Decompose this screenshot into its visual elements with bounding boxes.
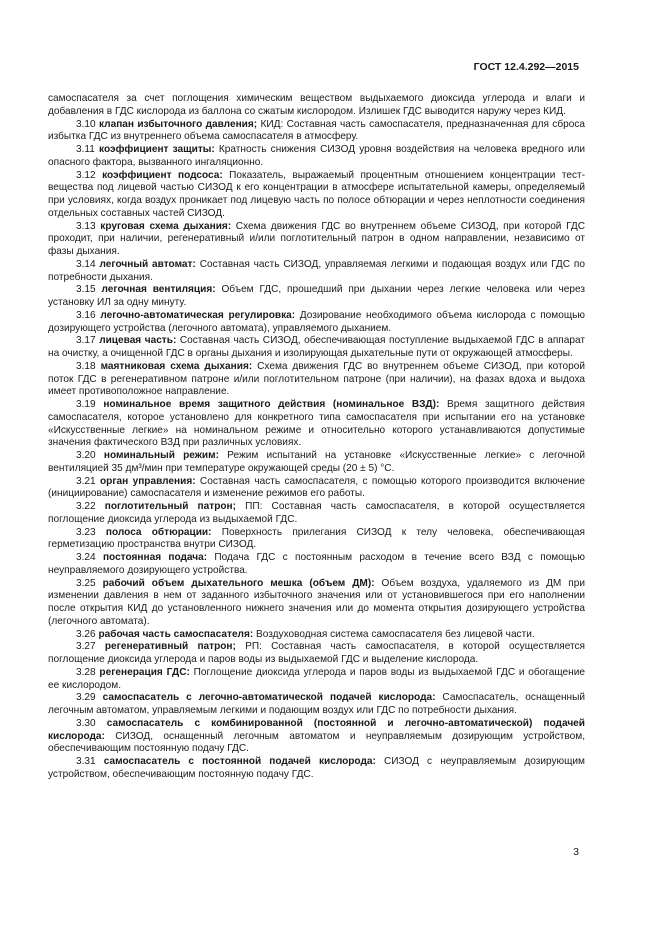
definition-item — [48, 641, 585, 667]
definition-number: 3.26 — [76, 628, 96, 640]
definition-text: Подача ГДС с постоянным расходом в течение всего ВЗД с помощью неуправляемого дозирующего устройства. — [48, 552, 585, 576]
definition-text: Режим испытаний на установке «Искусственные легкие» с легочной вентиляцией 35 дм³/мин при температуре окружающей среды (20 ± 5) °С. — [48, 450, 585, 474]
definition-text: Кратность снижения СИЗОД уровня воздействия на человека вредного или опасного фактора, вызванного ингаляционно. — [48, 144, 585, 168]
definition-number: 3.18 — [76, 360, 96, 372]
definition-item — [48, 718, 585, 756]
definition-item — [48, 335, 585, 361]
standard-number: ГОСТ 12.4.292—2015 — [473, 61, 579, 73]
definition-item — [48, 221, 585, 259]
definition-text: СИЗОД, оснащенный легочным автоматом и неуправляемым дозирующим устройством, обеспечивающим постоянную подачу ГДС. — [48, 730, 585, 755]
definition-item — [48, 259, 585, 285]
definition-term: коэффициент подсоса: — [102, 169, 223, 181]
definition-number: 3.19 — [76, 399, 96, 410]
definition-number: 3.31 — [76, 756, 96, 767]
definition-number: 3.17 — [76, 335, 96, 347]
definition-term: круговая схема дыхания: — [100, 220, 232, 232]
definition-number: 3.15 — [76, 284, 96, 296]
definition-term: постоянная подача: — [102, 552, 208, 563]
definition-number: 3.21 — [76, 475, 96, 487]
definition-number: 3.29 — [76, 692, 96, 704]
definition-text: Поглощение диоксида углерода и паров воды из выдыхаемой ГДС и обогащение ее кислородом. — [48, 666, 585, 691]
definition-item — [48, 629, 585, 642]
definition-term: самоспасатель с легочно-автоматической подачей кислорода: — [102, 692, 436, 704]
definition-number: 3.23 — [76, 526, 96, 538]
definition-item — [48, 667, 585, 693]
definition-text: КИД: Составная часть самоспасателя, предназначенная для сброса избытка ГДС из внутреннего объема самоспасателя в атмосферу. — [48, 118, 585, 143]
definition-text: Время защитного действия самоспасателя, которое установлено для конкретного типа самоспасателя при испытании его на установке «Искусственные легкие» на номинальном режиме и относительно которого устанавливаются допустимые значения фактического ВЗД при различных условиях. — [48, 399, 585, 449]
definition-number: 3.30 — [76, 717, 96, 729]
definition-text: ПП: Составная часть самоспасателя, в которой осуществляется поглощение диоксида углерода из выдыхаемой ГДС. — [48, 501, 585, 525]
definition-item — [48, 476, 585, 502]
intro-paragraph: самоспасателя за счет поглощения химическим веществом выдыхаемого диоксида углерода и влаги и добавления в ГДС кислорода из баллона со сжатым кислородом. Излишек ГДС выводится наружу через КИД. — [48, 93, 585, 117]
definition-number: 3.24 — [76, 552, 96, 563]
definition-item — [48, 552, 585, 578]
definition-term: коэффициент защиты: — [99, 144, 215, 155]
definition-term: номинальное время защитного действия (номинальное ВЗД): — [103, 399, 440, 410]
definition-text: Самоспасатель, оснащенный легочным автоматом, управляемым легкими и подающим воздух или ГДС по потребности дыхания. — [48, 692, 585, 716]
definitions-body — [48, 93, 585, 782]
definition-term: номинальный режим: — [103, 450, 219, 461]
page-number: 3 — [573, 846, 579, 858]
definition-number: 3.10 — [76, 118, 96, 130]
definition-term: орган управления: — [100, 475, 196, 487]
definition-number: 3.13 — [76, 220, 96, 232]
definition-term: лицевая часть: — [99, 335, 177, 347]
definition-term: поглотительный патрон; — [104, 501, 236, 512]
definition-item — [48, 501, 585, 527]
definition-number: 3.28 — [76, 666, 96, 678]
definition-term: маятниковая схема дыхания: — [100, 360, 253, 372]
definition-item — [48, 144, 585, 170]
definition-item — [48, 170, 585, 221]
definition-item — [48, 399, 585, 450]
definition-term: рабочий объем дыхательного мешка (объем ДМ): — [102, 577, 375, 589]
definition-text: Объем ГДС, прошедший при дыхании через легкие человека или через установку ИЛ за одну минуту. — [48, 284, 585, 308]
definitions-list — [48, 119, 585, 782]
definition-item — [48, 692, 585, 718]
definition-item — [48, 578, 585, 629]
definition-item — [48, 310, 585, 336]
definition-term: клапан избыточного давления; — [99, 118, 258, 130]
definition-text: Воздуховодная система самоспасателя без лицевой части. — [253, 628, 535, 640]
definition-item — [48, 284, 585, 310]
definition-term: легочно-автоматическая регулировка: — [100, 309, 296, 321]
definition-number: 3.12 — [76, 169, 96, 181]
definition-text: Дозирование необходимого объема кислорода с помощью дозирующего устройства (легочного автомата), управляемого дыханием. — [48, 309, 585, 334]
definition-term: самоспасатель с постоянной подачей кислорода: — [103, 756, 376, 767]
definition-text: СИЗОД с неуправляемым дозирующим устройством, обеспечивающим постоянную подачу ГДС. — [48, 756, 585, 780]
definition-number: 3.25 — [76, 577, 96, 589]
definition-term: легочная вентиляция: — [101, 284, 216, 296]
definition-term: полоса обтюрации: — [105, 526, 212, 538]
definition-text: Составная часть самоспасателя, с помощью которого производится включение (инициирование) самоспасателя и изменение режимов его работы. — [48, 475, 585, 500]
definition-number: 3.20 — [76, 450, 96, 461]
definition-item — [48, 527, 585, 553]
definition-number: 3.11 — [76, 144, 95, 155]
definition-term: регенерация ГДС: — [99, 666, 190, 678]
definition-item — [48, 756, 585, 782]
definition-text: Составная часть СИЗОД, обеспечивающая поступление выдыхаемой ГДС в аппарат на очистку, а очищенной ГДС в органы дыхания и изолирующая дыхательные пути от окружающей атмосферы. — [48, 335, 585, 359]
definition-text: РП: Составная часть самоспасателя, в которой осуществляется поглощение диоксида углерода и паров воды из выдыхаемой ГДС и выделение кислорода. — [48, 641, 585, 665]
definition-term: регенеративный патрон; — [104, 641, 236, 653]
definition-item — [48, 119, 585, 145]
definition-text: Составная часть СИЗОД, управляемая легкими и подающая воздух или ГДС по потребности дыхания. — [48, 258, 585, 283]
definition-number: 3.16 — [76, 309, 96, 321]
definition-term: самоспасатель с комбинированной (постоянной и легочно-автоматической) подачей кислорода: — [48, 717, 586, 742]
definition-term: рабочая часть самоспасателя: — [98, 628, 254, 640]
definition-number: 3.22 — [76, 501, 96, 512]
definition-number: 3.27 — [76, 641, 96, 653]
definition-number: 3.14 — [76, 258, 96, 270]
definition-text: Схема движения ГДС во внутреннем объеме СИЗОД, при которой поток ГДС в регенеративном патроне и/или поглотительном патроне (при наличии), на фазах вдоха и выдоха имеет противоположное направление. — [48, 360, 585, 398]
definition-text: Схема движения ГДС во внутреннем объеме СИЗОД, при которой ГДС проходит, при наличии, регенеративный и/или поглотительный патрон в одном направлении, независимо от фазы дыхания. — [48, 220, 585, 257]
definition-term: легочный автомат: — [99, 258, 196, 270]
definition-item — [48, 361, 585, 399]
definition-item — [48, 450, 585, 476]
definition-text: Показатель, выражаемый процентным отношением концентрации тест-вещества под лицевой частью СИЗОД к его концентрации в атмосфере испытательной камеры, определяемый при условиях, когда воздух проникает под лицевую часть по полосе обтюрации и через неплотности соединения отдельных составных частей СИЗОД. — [48, 169, 585, 219]
definition-text: Объем воздуха, удаляемого из ДМ при изменении давления в нем от заданного избыточного значения или от установившегося при его наполнении после открытия КИД до установленного нижнего значения или до момента открытия дозирующего устройства (легочного автомата). — [48, 577, 585, 627]
definition-text: Поверхность прилегания СИЗОД к телу человека, обеспечивающая герметизацию пространства внутри СИЗОД. — [48, 526, 585, 551]
